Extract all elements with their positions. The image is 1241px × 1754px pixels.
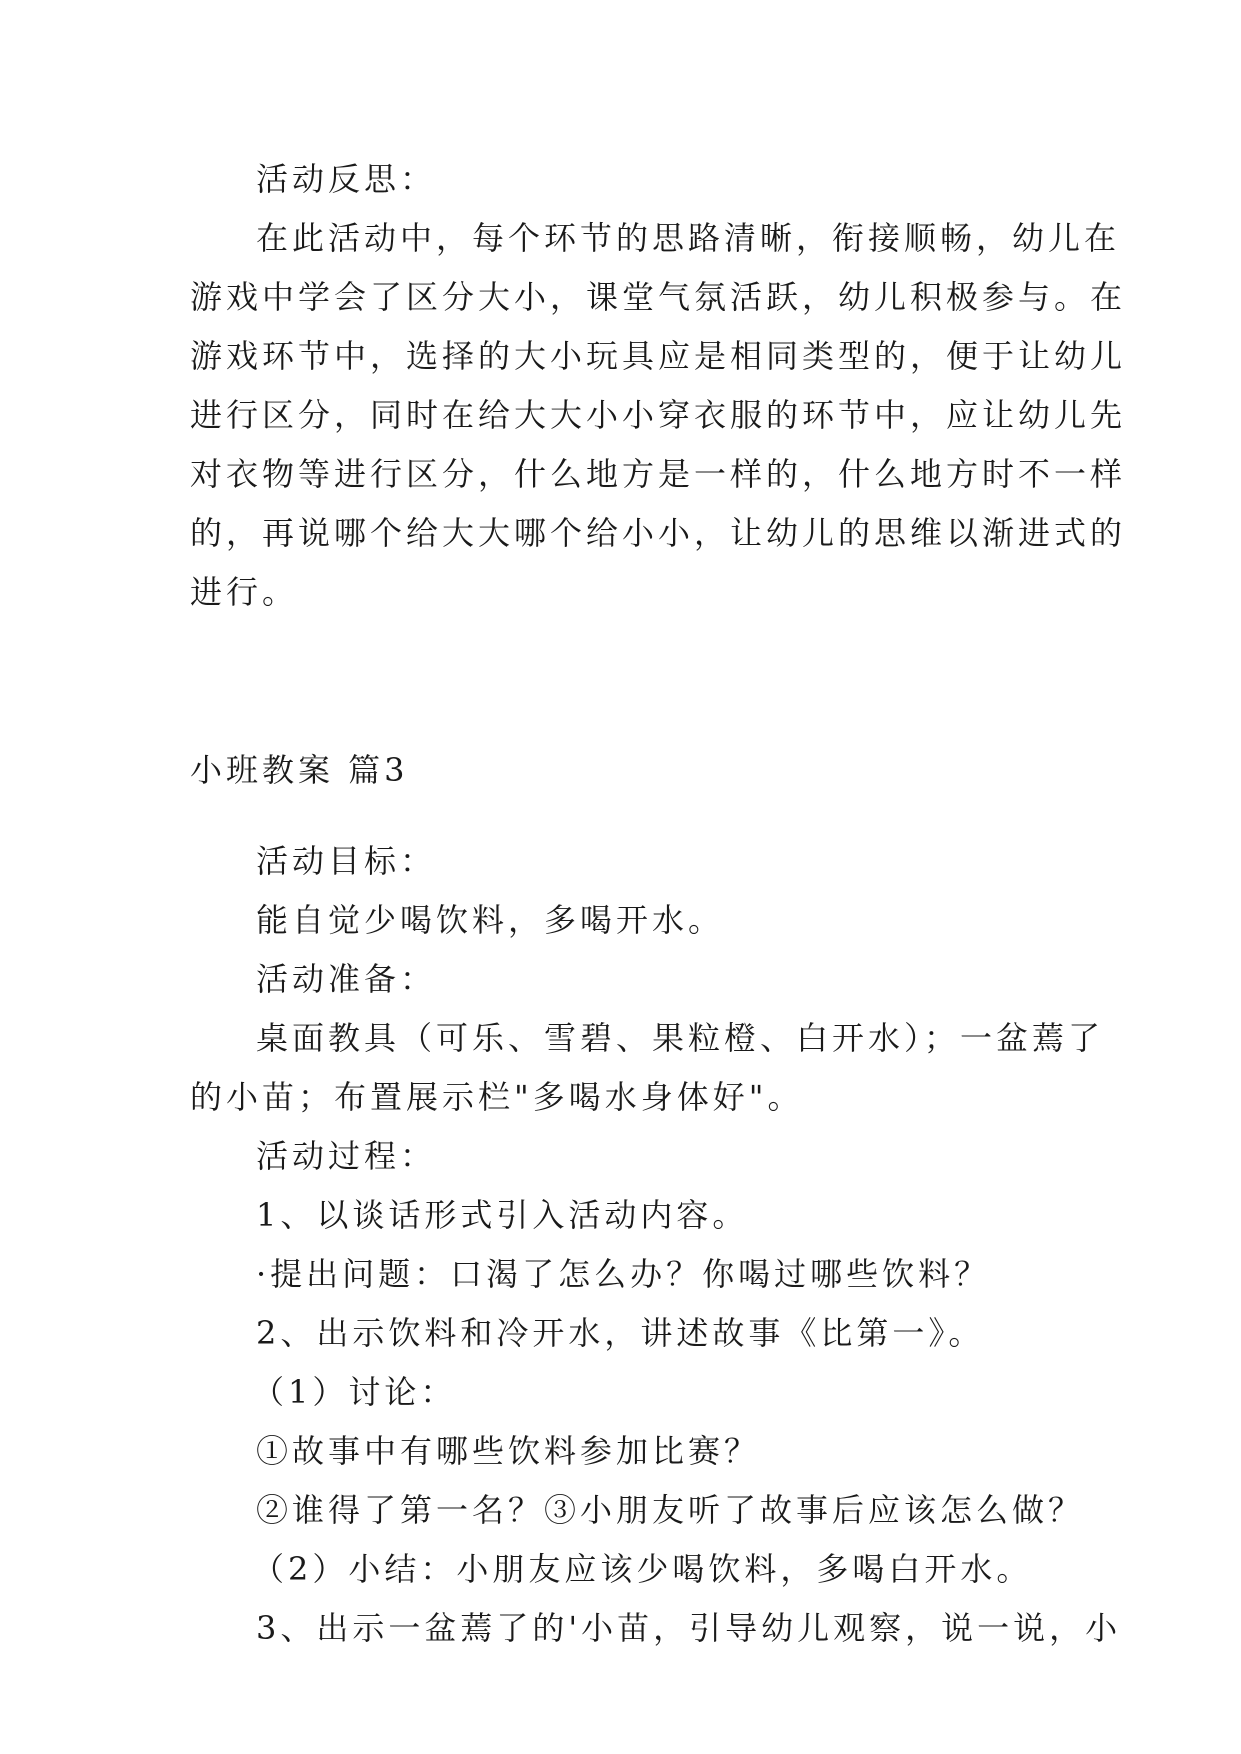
reflection-line: 的，再说哪个给大大哪个给小小，让幼儿的思维以渐进式的 bbox=[190, 514, 1127, 552]
prep-line: 桌面教具（可乐、雪碧、果粒橙、白开水）；一盆蔫了 bbox=[256, 1019, 1105, 1057]
process-heading: 活动过程： bbox=[256, 1137, 437, 1175]
process-line: 3、出示一盆蔫了的'小苗，引导幼儿观察，说一说，小 bbox=[256, 1609, 1122, 1647]
process-line: ②谁得了第一名？③小朋友听了故事后应该怎么做？ bbox=[256, 1491, 1085, 1529]
prep-heading: 活动准备： bbox=[256, 960, 437, 998]
prep-line: 的小苗；布置展示栏"多喝水身体好"。 bbox=[190, 1078, 804, 1116]
process-line: 2、出示饮料和冷开水，讲述故事《比第一》。 bbox=[256, 1314, 985, 1352]
process-line: ①故事中有哪些饮料参加比赛？ bbox=[256, 1432, 761, 1470]
reflection-line: 对衣物等进行区分，什么地方是一样的，什么地方时不一样 bbox=[190, 455, 1127, 493]
reflection-line: 进行。 bbox=[190, 573, 299, 611]
reflection-line: 游戏中学会了区分大小，课堂气氛活跃，幼儿积极参与。在 bbox=[190, 278, 1127, 316]
goal-heading: 活动目标： bbox=[256, 842, 437, 880]
reflection-heading: 活动反思： bbox=[256, 160, 437, 198]
process-line: （1）讨论： bbox=[252, 1373, 457, 1411]
reflection-line: 在此活动中，每个环节的思路清晰，衔接顺畅，幼儿在 bbox=[256, 219, 1121, 257]
process-line: ·提出问题：口渴了怎么办？你喝过哪些饮料？ bbox=[256, 1255, 991, 1293]
document-body bbox=[190, 150, 1127, 1658]
section-title: 小班教案 篇3 bbox=[190, 751, 409, 789]
process-line: （2）小结：小朋友应该少喝饮料，多喝白开水。 bbox=[252, 1550, 1033, 1588]
process-line: 1、以谈话形式引入活动内容。 bbox=[256, 1196, 749, 1234]
goal-text: 能自觉少喝饮料，多喝开水。 bbox=[256, 901, 725, 939]
section-spacer bbox=[190, 622, 1060, 709]
reflection-line: 进行区分，同时在给大大小小穿衣服的环节中，应让幼儿先 bbox=[190, 396, 1127, 434]
reflection-line: 游戏环节中，选择的大小玩具应是相同类型的，便于让幼儿 bbox=[190, 337, 1127, 375]
